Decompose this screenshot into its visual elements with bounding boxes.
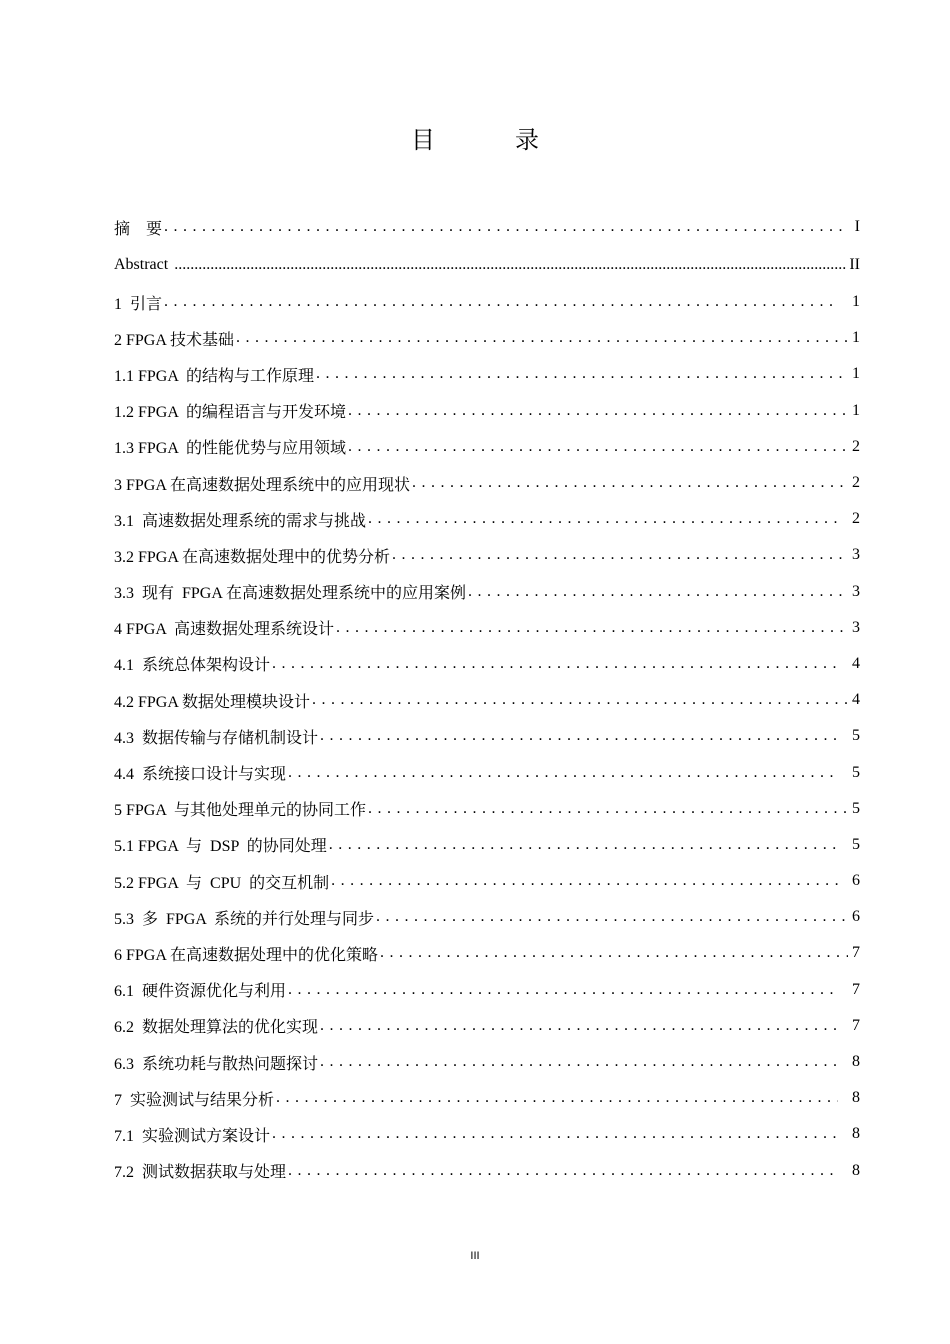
toc-entry[interactable]: [114, 574, 860, 610]
toc-entry-label: 摘 要: [114, 216, 162, 239]
toc-entry-page: 1: [852, 293, 860, 311]
toc-leader-dots: [164, 292, 838, 312]
toc-entry[interactable]: [114, 827, 860, 863]
toc-entry-label: 7.1 实验测试方案设计: [114, 1123, 270, 1146]
toc-entry-label: 5.1 FPGA 与 DSP 的协同处理: [114, 833, 327, 856]
toc-entry-label: 6.1 硬件资源优化与利用: [114, 978, 286, 1001]
toc-leader-dots: [412, 473, 848, 493]
toc-leader-dots: [348, 437, 848, 457]
toc-entry-page: I: [854, 218, 860, 235]
toc-entry-label: 1.2 FPGA 的编程语言与开发环境: [114, 399, 346, 422]
toc-leader-dots: [272, 1124, 838, 1144]
toc-entry-label: 7 实验测试与结果分析: [114, 1087, 274, 1110]
toc-entry[interactable]: [114, 972, 860, 1008]
toc-leader-dots: [272, 654, 838, 674]
toc-entry-page: 2: [852, 474, 860, 492]
toc-entry-label: 6.3 系统功耗与散热问题探讨: [114, 1051, 318, 1074]
toc-leader-dots: [288, 1161, 838, 1181]
toc-entry-label: 5.3 多 FPGA 系统的并行处理与同步: [114, 906, 374, 929]
toc-entry-label: 4.2 FPGA 数据处理模块设计: [114, 689, 310, 712]
toc-entry[interactable]: [114, 537, 860, 573]
toc-entry[interactable]: [114, 246, 860, 284]
toc-leader-dots: [276, 1088, 838, 1108]
toc-entry-label: 4.4 系统接口设计与实现: [114, 761, 286, 784]
table-of-contents: [114, 208, 860, 1189]
toc-entry-page: 3: [852, 546, 860, 564]
toc-leader-dots: [320, 1052, 838, 1072]
toc-entry-page: 3: [852, 582, 860, 600]
toc-entry[interactable]: [114, 1080, 860, 1116]
toc-leader-dots: [320, 1016, 838, 1036]
toc-leader-dots: [368, 509, 838, 529]
toc-entry-label: 5.2 FPGA 与 CPU 的交互机制: [114, 870, 329, 893]
toc-entry[interactable]: [114, 501, 860, 537]
toc-entry[interactable]: [114, 610, 860, 646]
toc-entry[interactable]: [114, 682, 860, 718]
toc-entry[interactable]: [114, 935, 860, 971]
toc-leader-dots: [174, 255, 847, 275]
toc-entry-page: 5: [852, 763, 860, 781]
toc-entry[interactable]: [114, 754, 860, 790]
toc-entry-page: 8: [852, 1125, 860, 1143]
toc-entry-label: 6.2 数据处理算法的优化实现: [114, 1014, 318, 1037]
toc-entry-label: 1 引言: [114, 291, 162, 314]
toc-entry[interactable]: [114, 646, 860, 682]
toc-leader-dots: [376, 907, 848, 927]
toc-entry-label: 1.1 FPGA 的结构与工作原理: [114, 363, 314, 386]
toc-entry-page: 5: [852, 727, 860, 745]
toc-entry-page: 7: [852, 980, 860, 998]
toc-entry[interactable]: [114, 356, 860, 392]
toc-leader-dots: [348, 401, 848, 421]
toc-leader-dots: [380, 943, 848, 963]
toc-entry-label: 2 FPGA 技术基础: [114, 327, 234, 350]
toc-entry-page: 7: [852, 944, 860, 962]
toc-entry[interactable]: [114, 1116, 860, 1152]
toc-leader-dots: [331, 871, 838, 891]
toc-entry-page: 8: [852, 1161, 860, 1179]
page-number-footer: III: [470, 1250, 480, 1262]
toc-entry-label: Abstract: [114, 256, 173, 273]
toc-entry[interactable]: [114, 863, 860, 899]
toc-entry-label: 1.3 FPGA 的性能优势与应用领域: [114, 435, 346, 458]
toc-leader-dots: [336, 618, 848, 638]
toc-entry-label: 4 FPGA 高速数据处理系统设计: [114, 616, 334, 639]
toc-entry[interactable]: [114, 718, 860, 754]
toc-entry-label: 3.3 现有 FPGA 在高速数据处理系统中的应用案例: [114, 580, 466, 603]
toc-entry-page: 2: [852, 510, 860, 528]
toc-entry[interactable]: [114, 465, 860, 501]
toc-entry-page: 1: [852, 329, 860, 347]
toc-entry-label: 4.1 系统总体架构设计: [114, 652, 270, 675]
toc-leader-dots: [468, 582, 848, 602]
toc-entry-label: 3.2 FPGA 在高速数据处理中的优势分析: [114, 544, 390, 567]
toc-entry-page: 5: [852, 835, 860, 853]
toc-entry[interactable]: [114, 284, 860, 320]
toc-leader-dots: [329, 835, 838, 855]
toc-entry[interactable]: [114, 393, 860, 429]
toc-entry-page: 2: [852, 437, 860, 455]
toc-entry-label: 7.2 测试数据获取与处理: [114, 1159, 286, 1182]
toc-leader-dots: [312, 690, 848, 710]
toc-entry-page: 8: [852, 1089, 860, 1107]
toc-entry-page: 6: [852, 908, 860, 926]
toc-leader-dots: [392, 545, 848, 565]
toc-entry-page: 3: [852, 618, 860, 636]
toc-entry[interactable]: [114, 1153, 860, 1189]
toc-entry-label: 6 FPGA 在高速数据处理中的优化策略: [114, 942, 378, 965]
toc-leader-dots: [288, 763, 838, 783]
toc-entry[interactable]: [114, 899, 860, 935]
toc-entry-page: 4: [852, 691, 860, 709]
toc-entry[interactable]: [114, 429, 860, 465]
toc-entry-page: 6: [852, 872, 860, 890]
toc-entry-page: 1: [852, 401, 860, 419]
toc-entry-page: 5: [852, 799, 860, 817]
toc-entry-page: 7: [852, 1016, 860, 1034]
toc-entry-label: 3 FPGA 在高速数据处理系统中的应用现状: [114, 472, 410, 495]
toc-leader-dots: [320, 726, 838, 746]
toc-entry-label: 5 FPGA 与其他处理单元的协同工作: [114, 797, 366, 820]
toc-entry-label: 4.3 数据传输与存储机制设计: [114, 725, 318, 748]
toc-entry-page: 1: [852, 365, 860, 383]
toc-entry-page: 4: [852, 654, 860, 672]
page-title: 目 录: [411, 126, 567, 154]
toc-leader-dots: [288, 980, 838, 1000]
toc-entry-label: 3.1 高速数据处理系统的需求与挑战: [114, 508, 366, 531]
toc-entry-page: 8: [852, 1053, 860, 1071]
toc-entry[interactable]: [114, 1008, 860, 1044]
toc-leader-dots: [164, 217, 848, 237]
toc-leader-dots: [316, 364, 848, 384]
toc-entry[interactable]: [114, 208, 860, 246]
toc-entry[interactable]: [114, 1044, 860, 1080]
toc-leader-dots: [368, 799, 848, 819]
toc-entry[interactable]: [114, 320, 860, 356]
toc-entry-page: II: [849, 256, 860, 273]
toc-leader-dots: [236, 328, 848, 348]
toc-entry[interactable]: [114, 791, 860, 827]
